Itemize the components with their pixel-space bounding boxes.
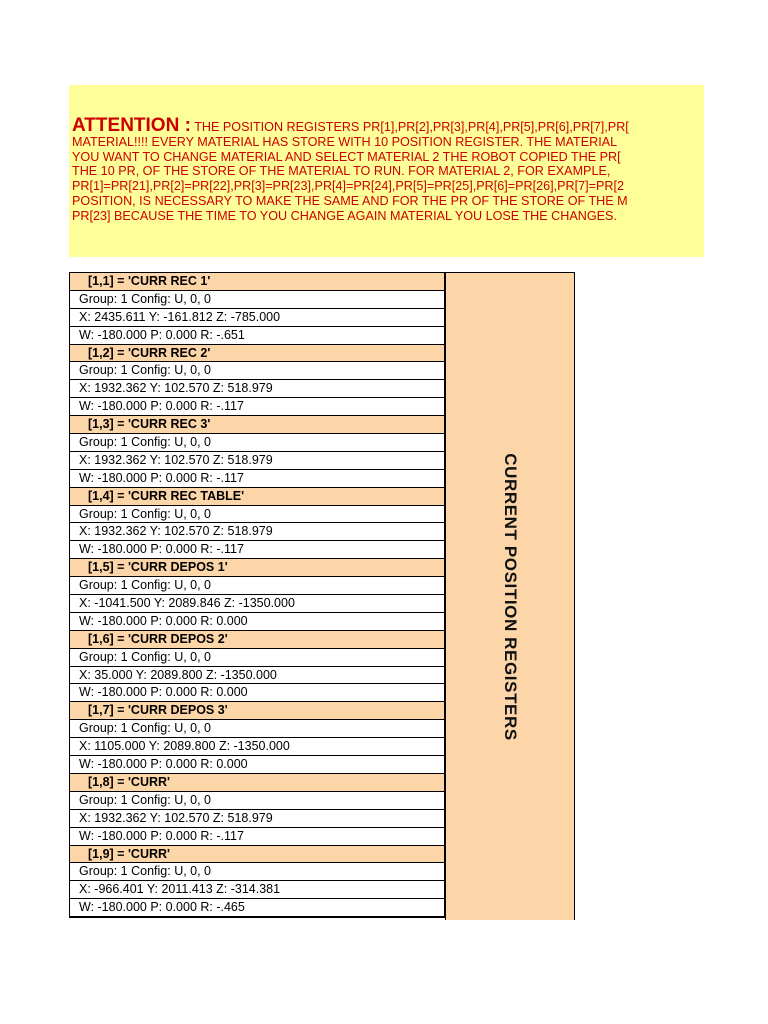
attention-heading: ATTENTION : [72, 115, 191, 136]
register-wpr: W: -180.000 P: 0.000 R: 0.000 [70, 613, 445, 631]
register-wpr: W: -180.000 P: 0.000 R: -.465 [70, 899, 445, 917]
register-group-config: Group: 1 Config: U, 0, 0 [70, 720, 445, 738]
register-header: [1,3] = 'CURR REC 3' [70, 416, 445, 434]
notice-text: THE POSITION REGISTERS PR[1],PR[2],PR[3],PR[4],PR[5],PR[6],PR[7],PR[ [190, 120, 629, 134]
register-header: [1,7] = 'CURR DEPOS 3' [70, 702, 445, 720]
register-xyz: X: 2435.611 Y: -161.812 Z: -785.000 [70, 309, 445, 327]
register-wpr: W: -180.000 P: 0.000 R: -.117 [70, 541, 445, 559]
register-header: [1,1] = 'CURR REC 1' [70, 273, 445, 291]
register-wpr: W: -180.000 P: 0.000 R: -.651 [70, 327, 445, 345]
register-xyz: X: 1932.362 Y: 102.570 Z: 518.979 [70, 452, 445, 470]
register-header: [1,6] = 'CURR DEPOS 2' [70, 631, 445, 649]
register-wpr: W: -180.000 P: 0.000 R: -.117 [70, 470, 445, 488]
register-xyz: X: -1041.500 Y: 2089.846 Z: -1350.000 [70, 595, 445, 613]
register-group-config: Group: 1 Config: U, 0, 0 [70, 577, 445, 595]
register-wpr: W: -180.000 P: 0.000 R: -.117 [70, 828, 445, 846]
notice-line-4: THE 10 PR, OF THE STORE OF THE MATERIAL TO RUN. FOR MATERIAL 2, FOR EXAMPLE, [72, 164, 611, 179]
register-xyz: X: 1932.362 Y: 102.570 Z: 518.979 [70, 523, 445, 541]
register-header: [1,9] = 'CURR' [70, 846, 445, 864]
register-group-config: Group: 1 Config: U, 0, 0 [70, 434, 445, 452]
register-wpr: W: -180.000 P: 0.000 R: 0.000 [70, 684, 445, 702]
position-register-table [69, 272, 445, 918]
section-title: CURRENT POSITION REGISTERS [501, 452, 520, 741]
notice-line-3: YOU WANT TO CHANGE MATERIAL AND SELECT MATERIAL 2 THE ROBOT COPIED THE PR[ [72, 149, 621, 164]
notice-line-7: PR[23] BECAUSE THE TIME TO YOU CHANGE AGAIN MATERIAL YOU LOSE THE CHANGES. [72, 208, 617, 223]
register-group-config: Group: 1 Config: U, 0, 0 [70, 362, 445, 380]
register-group-config: Group: 1 Config: U, 0, 0 [70, 506, 445, 524]
register-group-config: Group: 1 Config: U, 0, 0 [70, 291, 445, 309]
register-wpr: W: -180.000 P: 0.000 R: -.117 [70, 398, 445, 416]
notice-line-2: MATERIAL!!!! EVERY MATERIAL HAS STORE WITH 10 POSITION REGISTER. THE MATERIAL [72, 134, 618, 149]
register-header: [1,4] = 'CURR REC TABLE' [70, 488, 445, 506]
register-xyz: X: 1105.000 Y: 2089.800 Z: -1350.000 [70, 738, 445, 756]
register-xyz: X: 1932.362 Y: 102.570 Z: 518.979 [70, 810, 445, 828]
section-sidebar [445, 272, 575, 920]
attention-banner [69, 85, 704, 257]
register-xyz: X: 1932.362 Y: 102.570 Z: 518.979 [70, 380, 445, 398]
register-header: [1,5] = 'CURR DEPOS 1' [70, 559, 445, 577]
notice-line-5: PR[1]=PR[21],PR[2]=PR[22],PR[3]=PR[23],PR[4]=PR[24],PR[5]=PR[25],PR[6]=PR[26],PR[7]=PR[2 [72, 179, 624, 194]
notice-line-6: POSITION, IS NECESSARY TO MAKE THE SAME AND FOR THE PR OF THE STORE OF THE M [72, 193, 628, 208]
attention-notice [72, 115, 704, 224]
register-header: [1,8] = 'CURR' [70, 774, 445, 792]
register-xyz: X: -966.401 Y: 2011.413 Z: -314.381 [70, 881, 445, 899]
register-header: [1,2] = 'CURR REC 2' [70, 345, 445, 363]
notice-line-1 [72, 115, 704, 136]
register-xyz: X: 35.000 Y: 2089.800 Z: -1350.000 [70, 667, 445, 685]
register-group-config: Group: 1 Config: U, 0, 0 [70, 649, 445, 667]
register-group-config: Group: 1 Config: U, 0, 0 [70, 792, 445, 810]
register-group-config: Group: 1 Config: U, 0, 0 [70, 863, 445, 881]
register-wpr: W: -180.000 P: 0.000 R: 0.000 [70, 756, 445, 774]
